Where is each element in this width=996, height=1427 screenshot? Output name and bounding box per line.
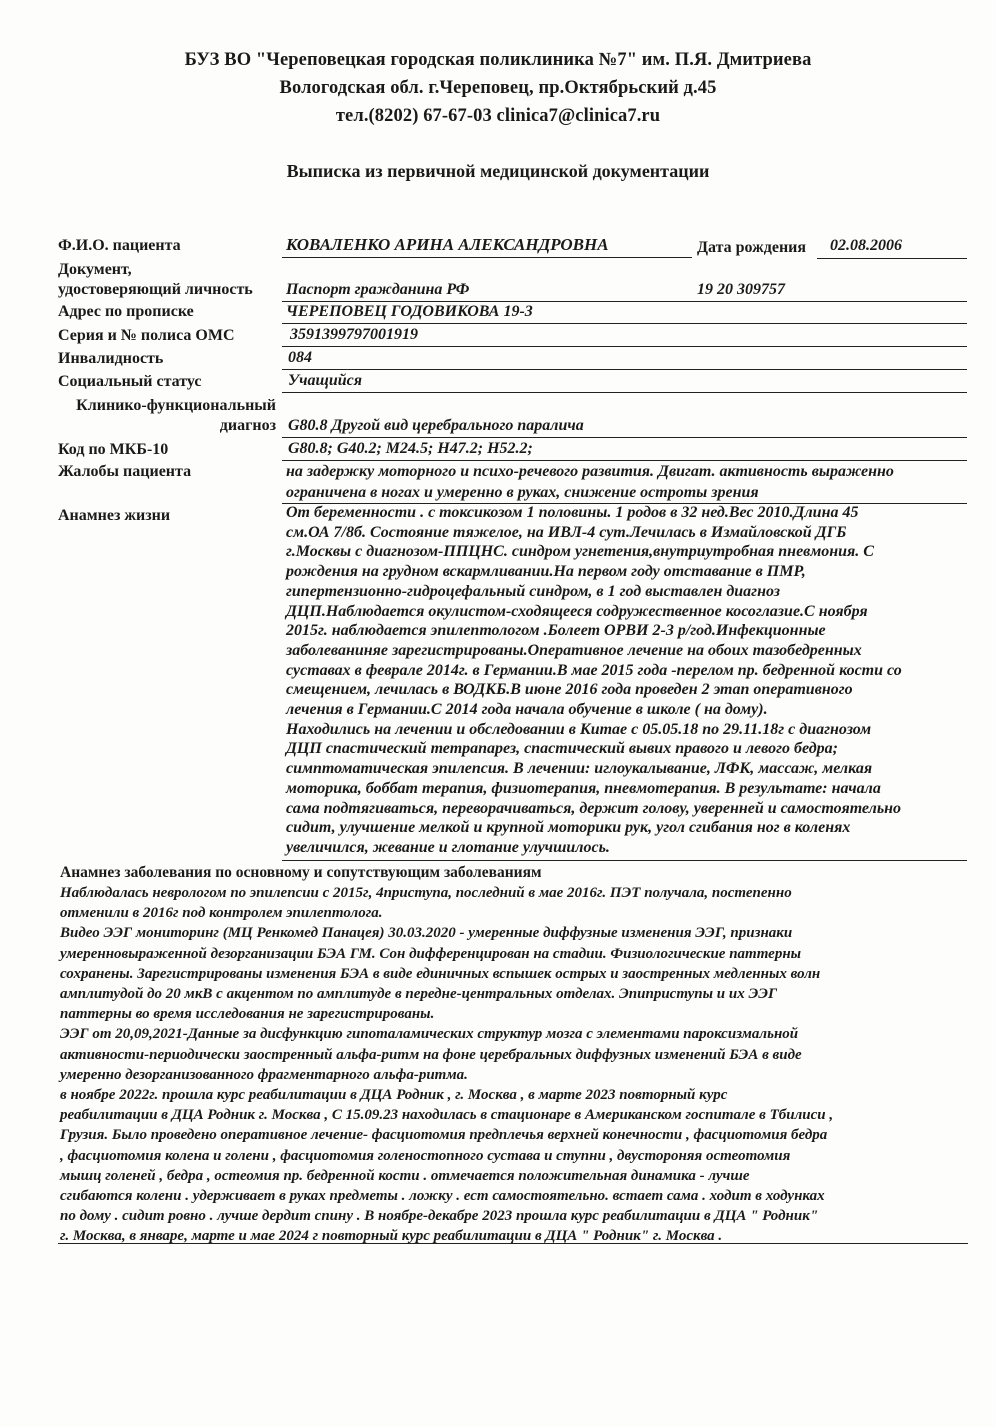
text-line: сама подтягиваться, переворачиваться, держит голову, уверенней и самостоятельно: [286, 799, 902, 817]
diagnosis-value: G80.8 Другой вид церебрального паралича: [288, 417, 584, 434]
social-label: Социальный статус: [58, 373, 202, 390]
text-line: 2015г. наблюдается эпилептологом .Болеет ОРВИ 2-3 р/год.Инфекционные: [286, 622, 826, 640]
clinic-contacts: тел.(8202) 67-67-03 clinica7@clinica7.ru: [335, 106, 661, 126]
text-line: сохранены. Зарегистрированы изменения БЭА в виде единичных вспышек острых и заостренных медленных волн: [60, 965, 821, 982]
icd-label: Код по МКБ-10: [58, 441, 169, 458]
disease-anamnesis-label: Анамнез заболевания по основному и сопутствующим заболеваниям: [60, 864, 542, 881]
disability-value: 084: [288, 349, 312, 366]
text-line: Грузия. Было проведено оперативное лечение- фасциотомия предплечья верхней конечности , фасциотомия бедра: [60, 1127, 828, 1144]
text-line: От беременности . с токсикозом 1 половины. 1 родов в 32 нед.Вес 2010.Длина 45: [286, 504, 859, 521]
life-anamnesis-label: Анамнез жизни: [58, 507, 171, 524]
oms-label: Серия и № полиса ОМС: [58, 327, 235, 344]
complaints-label: Жалобы пациента: [58, 463, 192, 480]
text-line: Находились на лечении и обследовании в Китае с 05.05.18 по 29.11.18г с диагнозом: [286, 720, 872, 738]
text-line: реабилитации в ДЦА Родник г. Москва , С 15.09.23 находилась в стационаре в Американском госпитале в Тбилиси ,: [60, 1107, 834, 1124]
text-line: отменили в 2016г под контролем эпилептолога.: [60, 905, 383, 922]
text-line: умеренновыраженной дезорганизации БЭА ГМ. Сон дифференцирован на стадии. Физиологические паттерны: [60, 945, 802, 962]
life-anamnesis-underline: [282, 860, 967, 861]
name-label: Ф.И.О. пациента: [58, 237, 181, 254]
text-line: рождения на грудном вскармливании.На первом году отставание в ПМР,: [286, 563, 806, 581]
text-line: лечения в Германии.С 2014 года начала обучение в школе ( на дому).: [286, 701, 768, 719]
text-line: суставах в феврале 2014г. в Германии.В мае 2015 года -перелом пр. бедренной кости со: [286, 661, 902, 679]
date-of-birth: 02.08.2006: [830, 237, 902, 254]
text-line: в ноябре 2022г. прошла курс реабилитации в ДЦА Родник , г. Москва , в марте 2023 повторный курс: [60, 1087, 728, 1104]
address-label: Адрес по прописке: [58, 303, 194, 320]
text-line: , фасциотомия колена и голени , фасциотомия голеностопного сустава и ступни , двустороняя остеотомия: [60, 1147, 791, 1164]
text-line: г.Москвы с диагнозом-ППЦНС. синдром угнетения,внутриутробная пневмония. С: [286, 543, 874, 561]
text-line: умеренно дезорганизованного фрагментарного альфа-ритма.: [60, 1066, 468, 1083]
clinic-name: БУЗ ВО "Череповецкая городская поликлиника №7" им. П.Я. Дмитриева: [184, 50, 812, 70]
text-line: гипертензионно-гидроцефальный синдром, в 1 год выставлен диагноз: [286, 582, 780, 600]
disease-anamnesis-underline: [58, 1243, 968, 1244]
complaints-text: [286, 462, 894, 503]
oms-underline: [282, 346, 967, 347]
text-line: ДЦП спастический тетрапарез, спастический вывих правого и левого бедра;: [286, 740, 838, 758]
text-line: амплитудой до 20 мкВ с акцентом по амплитуде в передне-центральных отделах. Эпиприступы и их ЭЭГ: [60, 986, 778, 1003]
diagnosis-label-1: Клинико-функциональный: [76, 397, 276, 414]
disability-underline: [282, 369, 967, 370]
text-line: увеличился, жевание и глотание улучшилось.: [286, 838, 610, 856]
id-number: 19 20 309757: [697, 281, 785, 298]
text-line: ДЦП.Наблюдается окулистом-сходящееся содружественное косоглазие.С ноября: [286, 602, 868, 620]
text-line: на задержку моторного и психо-речевого развития. Двигат. активность выраженно: [286, 463, 894, 480]
dob-underline: [817, 258, 967, 259]
text-line: мышц голеней , бедра , остеомия пр. бедренной кости . отмечается положительная динамика - лучше: [60, 1167, 750, 1184]
clinic-address: Вологодская обл. г.Череповец, пр.Октябрьский д.45: [279, 78, 717, 98]
social-underline: [282, 392, 967, 393]
text-line: ограничена в ногах и умеренно в руках, снижение остроты зрения: [286, 483, 759, 501]
id-label-1: Документ,: [58, 261, 132, 278]
text-line: сгибаются колени . удерживает в руках предметы . ложку . ест самостоятельно. встает сама . ходит в ходунках: [60, 1188, 825, 1205]
icd-underline: [282, 460, 967, 461]
text-line: заболеваниняе зарегистрированы.Оперативное лечение на обоих тазобедренных: [286, 641, 862, 659]
patient-address: ЧЕРЕПОВЕЦ ГОДОВИКОВА 19-3: [286, 303, 533, 320]
text-line: моторика, боббат терапия, физиотерапия, пневмотерапия. В результате: начала: [286, 779, 881, 797]
text-line: г. Москва, в январе, марте и мае 2024 г повторный курс реабилитации в ДЦА " Родник" г. Москва .: [60, 1228, 723, 1245]
text-line: Видео ЭЭГ мониторинг (МЦ Ренкомед Панацея) 30.03.2020 - умеренные диффузные изменения ЭЭГ, признаки: [60, 925, 793, 942]
text-line: паттерны во время исследования не зарегистрированы.: [60, 1006, 435, 1023]
oms-number: 3591399797001919: [290, 326, 418, 343]
text-line: симптоматическая эпилепсия. В лечении: иглоукалывание, ЛФК, массаж, мелкая: [286, 760, 873, 778]
text-line: сидит, улучшение мелкой и крупной моторики рук, угол сгибания ног в коленях: [286, 819, 851, 837]
address-underline: [282, 323, 967, 324]
patient-name: КОВАЛЕНКО АРИНА АЛЕКСАНДРОВНА: [286, 235, 609, 254]
dob-label: Дата рождения: [697, 239, 807, 256]
diagnosis-label-2: диагноз: [219, 417, 276, 434]
icd-codes: G80.8; G40.2; M24.5; H47.2; H52.2;: [288, 440, 533, 457]
text-line: по дому . сидит ровно . лучше дердит спину . В ноябре-декабре 2023 прошла курс реабилитации в ДЦА " Родник": [60, 1208, 819, 1225]
disability-label: Инвалидность: [58, 350, 164, 367]
social-value: Учащийся: [288, 372, 362, 389]
diagnosis-underline: [282, 437, 967, 438]
disease-anamnesis-text: [60, 883, 833, 1247]
text-line: Наблюдалась неврологом по эпилепсии с 2015г, 4приступа, последний в мае 2016г. ПЭТ получала, постепенно: [60, 885, 792, 901]
name-underline: [282, 257, 692, 258]
document-title: Выписка из первичной медицинской документации: [286, 161, 710, 181]
text-line: ЭЭГ от 20,09,2021-Данные за дисфункцию гипоталамических структур мозга с элементами пароксизмальной: [60, 1026, 799, 1043]
text-line: см.ОА 7/8б. Состояние тяжелое, на ИВЛ-4 сут.Лечилась в Измайловской ДГБ: [286, 523, 847, 541]
life-anamnesis-text: [286, 503, 902, 858]
id-type: Паспорт гражданина РФ: [286, 281, 470, 298]
text-line: активности-периодически заостренный альфа-ритм на фоне церебральных диффузных изменений БЭА в виде: [60, 1046, 802, 1063]
text-line: смещением, лечилась в ВОДКБ.В июне 2016 года проведен 2 этап оперативного: [286, 681, 853, 699]
id-label-2: удостоверяющий личность: [58, 281, 253, 298]
